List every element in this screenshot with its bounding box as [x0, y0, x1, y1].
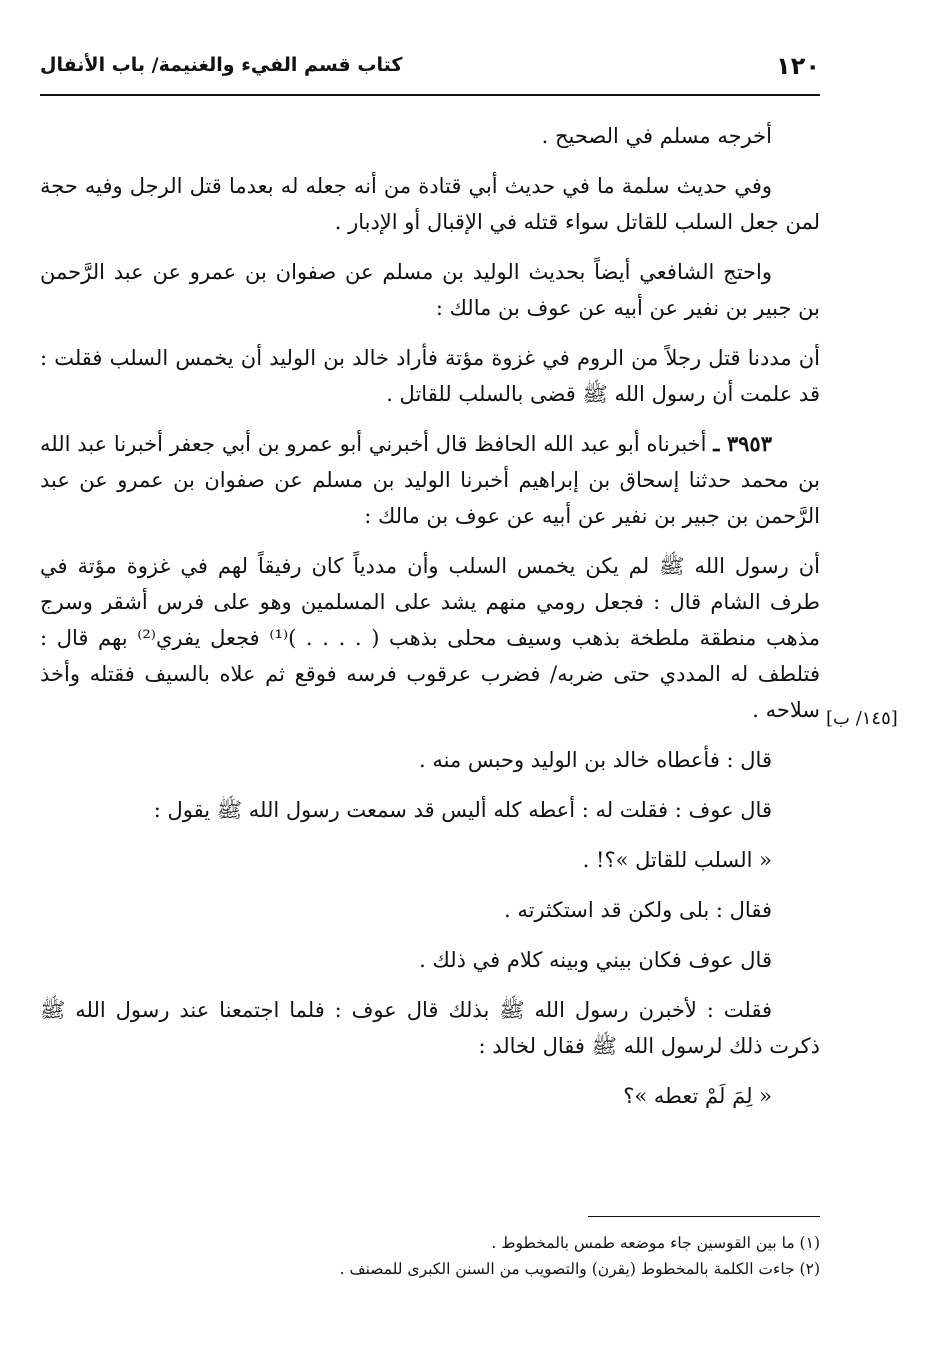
page-number: ١٢٠ — [776, 52, 820, 80]
manuscript-folio-note: [١٤٥/ ب] — [826, 708, 898, 729]
paragraph-text: أخبرناه أبو عبد الله الحافظ قال أخبرني أبو عمرو بن أبي جعفر أخبرنا عبد الله بن محمد حدثنا إسحاق بن إبراهيم أخبرنا الوليد بن مسلم عن صفوان بن عمرو عن عبد الرَّحمن بن جبير بن نفير عن أبيه عن عوف بن مالك : — [40, 432, 820, 528]
main-text — [40, 118, 820, 1128]
paragraph: أن مددنا قتل رجلاً من الروم في غزوة مؤتة فأراد خالد بن الوليد أن يخمس السلب فقلت : قد علمت أن رسول الله ﷺ قضى بالسلب للقاتل . — [40, 346, 820, 406]
footnotes — [40, 1230, 820, 1282]
paragraph: « لِمَ لَمْ تعطه »؟ — [623, 1084, 772, 1108]
page-header — [40, 48, 820, 96]
paragraph: أخرجه مسلم في الصحيح . — [541, 124, 772, 148]
paragraph: فقال : بلى ولكن قد استكثرته . — [504, 898, 772, 922]
footnote-divider — [588, 1216, 820, 1217]
footnote: (١) ما بين القوسين جاء موضعه طمس بالمخطوط . — [491, 1234, 820, 1252]
paragraph: قال : فأعطاه خالد بن الوليد وحبس منه . — [419, 748, 772, 772]
paragraph: وفي حديث سلمة ما في حديث أبي قتادة من أنه جعله له بعدما قتل الرجل وفيه حجة لمن جعل السلب للقاتل سواء قتله في الإقبال أو الإدبار . — [40, 174, 820, 234]
paragraph: قال عوف : فقلت له : أعطه كله أليس قد سمعت رسول الله ﷺ يقول : — [153, 798, 772, 822]
running-title: كتاب قسم الفيء والغنيمة/ باب الأنفال — [40, 54, 403, 76]
paragraph: « السلب للقاتل »؟! . — [582, 848, 772, 872]
hadith-number: ٣٩٥٣ ـ — [713, 431, 772, 456]
paragraph: أن رسول الله ﷺ لم يكن يخمس السلب وأن مددياً كان رفيقاً لهم في غزوة مؤتة في طرف الشام قال : فجعل رومي منهم يشد على المسلمين وهو على فرس أشقر وسرج مذهب منطقة ملطخة بذهب وسيف محلى بذهب ( . . . . )⁽¹⁾ فجعل يفري⁽²⁾ بهم قال : فتلطف له المددي حتى ضربه/ فضرب عرقوب فرسه فوقع ثم علاه بالسيف فقتله وأخذ سلاحه . — [40, 554, 820, 722]
paragraph: واحتج الشافعي أيضاً بحديث الوليد بن مسلم عن صفوان بن عمرو عن عبد الرَّحمن بن جبير بن نفير عن أبيه عن عوف بن مالك : — [40, 260, 820, 320]
footnote: (٢) جاءت الكلمة بالمخطوط (يقرن) والتصويب من السنن الكبرى للمصنف . — [339, 1260, 820, 1278]
hadith-paragraph — [40, 426, 820, 534]
paragraph: فقلت : لأخبرن رسول الله ﷺ بذلك قال عوف : فلما اجتمعنا عند رسول الله ﷺ ذكرت ذلك لرسول الله ﷺ فقال لخالد : — [40, 998, 820, 1058]
paragraph: قال عوف فكان بيني وبينه كلام في ذلك . — [419, 948, 772, 972]
